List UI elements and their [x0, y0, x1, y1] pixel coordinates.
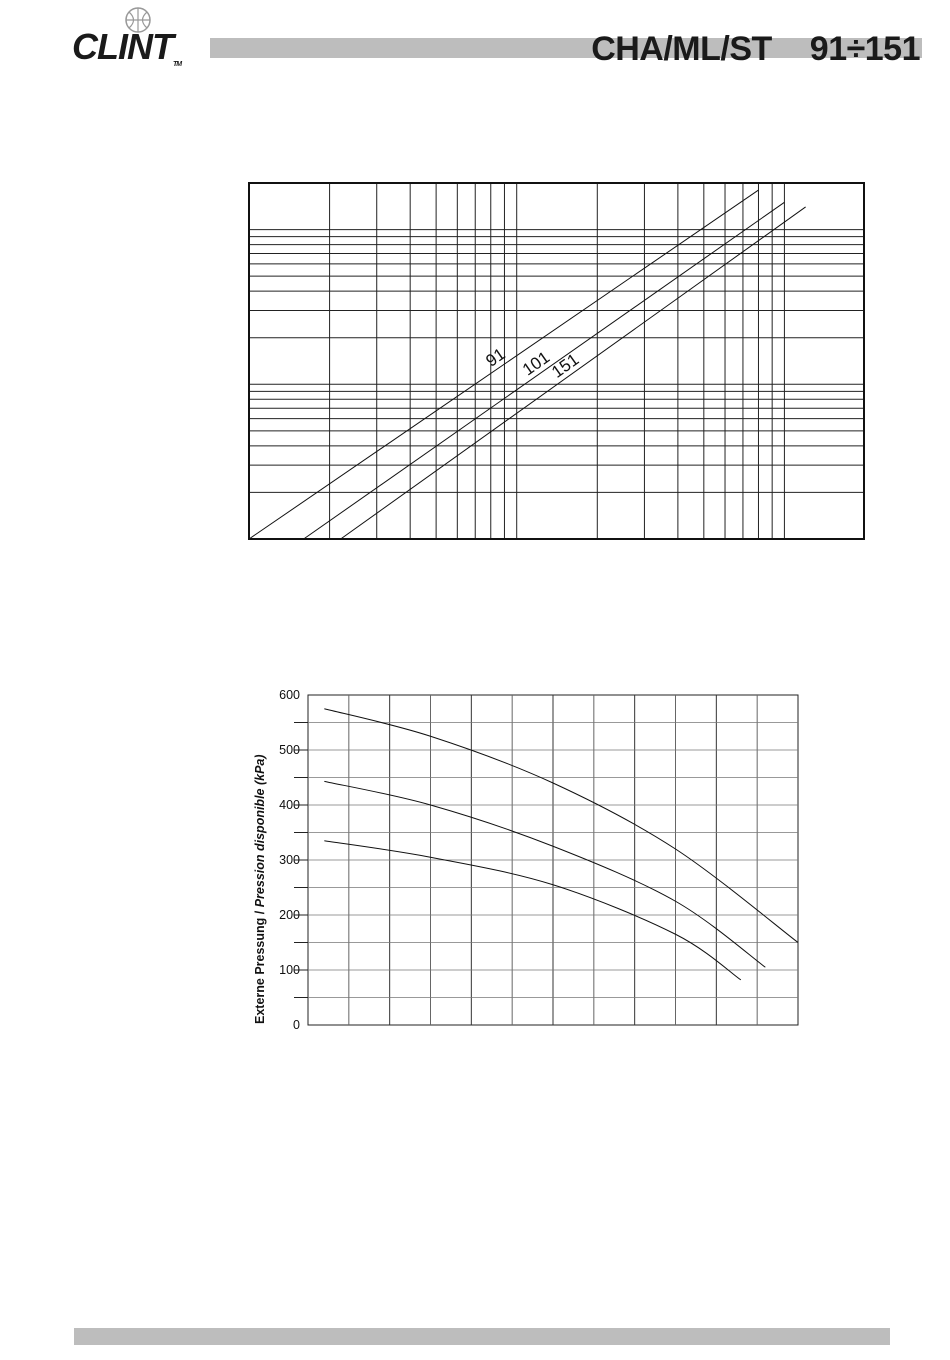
document-title: [591, 30, 920, 69]
model-family: CHA/ML/ST: [591, 30, 772, 68]
brand-name: CLINTTM: [72, 26, 182, 68]
y-axis-label-plain: Externe Pressung /: [253, 907, 267, 1024]
log-chart-series-label-101: 101: [518, 347, 554, 380]
pressure-chart-y-tick-label: 300: [279, 853, 300, 867]
pressure-chart-y-ticks: [279, 688, 308, 1032]
pressure-chart-series: [324, 709, 798, 980]
page-header: [0, 0, 950, 80]
pressure-chart-y-tick-label: 0: [293, 1018, 300, 1032]
log-chart-line-91: [249, 190, 758, 539]
log-chart-series-label-91: 91: [482, 344, 509, 371]
model-range: 91÷151: [809, 30, 920, 68]
pressure-chart-y-tick-label: 400: [279, 798, 300, 812]
footer-band: [74, 1328, 890, 1345]
pressure-curve-2: [324, 781, 765, 967]
log-chart-series-labels: [482, 344, 582, 381]
pressure-curve-1: [324, 841, 741, 980]
log-chart-series-label-151: 151: [548, 349, 583, 382]
pressure-chart-grid: [308, 695, 798, 1025]
y-axis-label-italic: Pression disponible (kPa): [253, 754, 267, 908]
log-chart-line-101: [304, 202, 785, 539]
pressure-chart-y-tick-label: 600: [279, 688, 300, 702]
trademark-mark: TM: [172, 61, 182, 68]
pressure-curve-3: [324, 709, 798, 943]
pressure-chart-y-tick-label: 100: [279, 963, 300, 977]
log-chart: [248, 182, 866, 542]
pressure-chart-y-tick-label: 200: [279, 908, 300, 922]
pressure-chart-y-tick-label: 500: [279, 743, 300, 757]
pressure-chart-y-axis-label: [253, 754, 267, 1024]
pressure-chart: [240, 680, 810, 1040]
